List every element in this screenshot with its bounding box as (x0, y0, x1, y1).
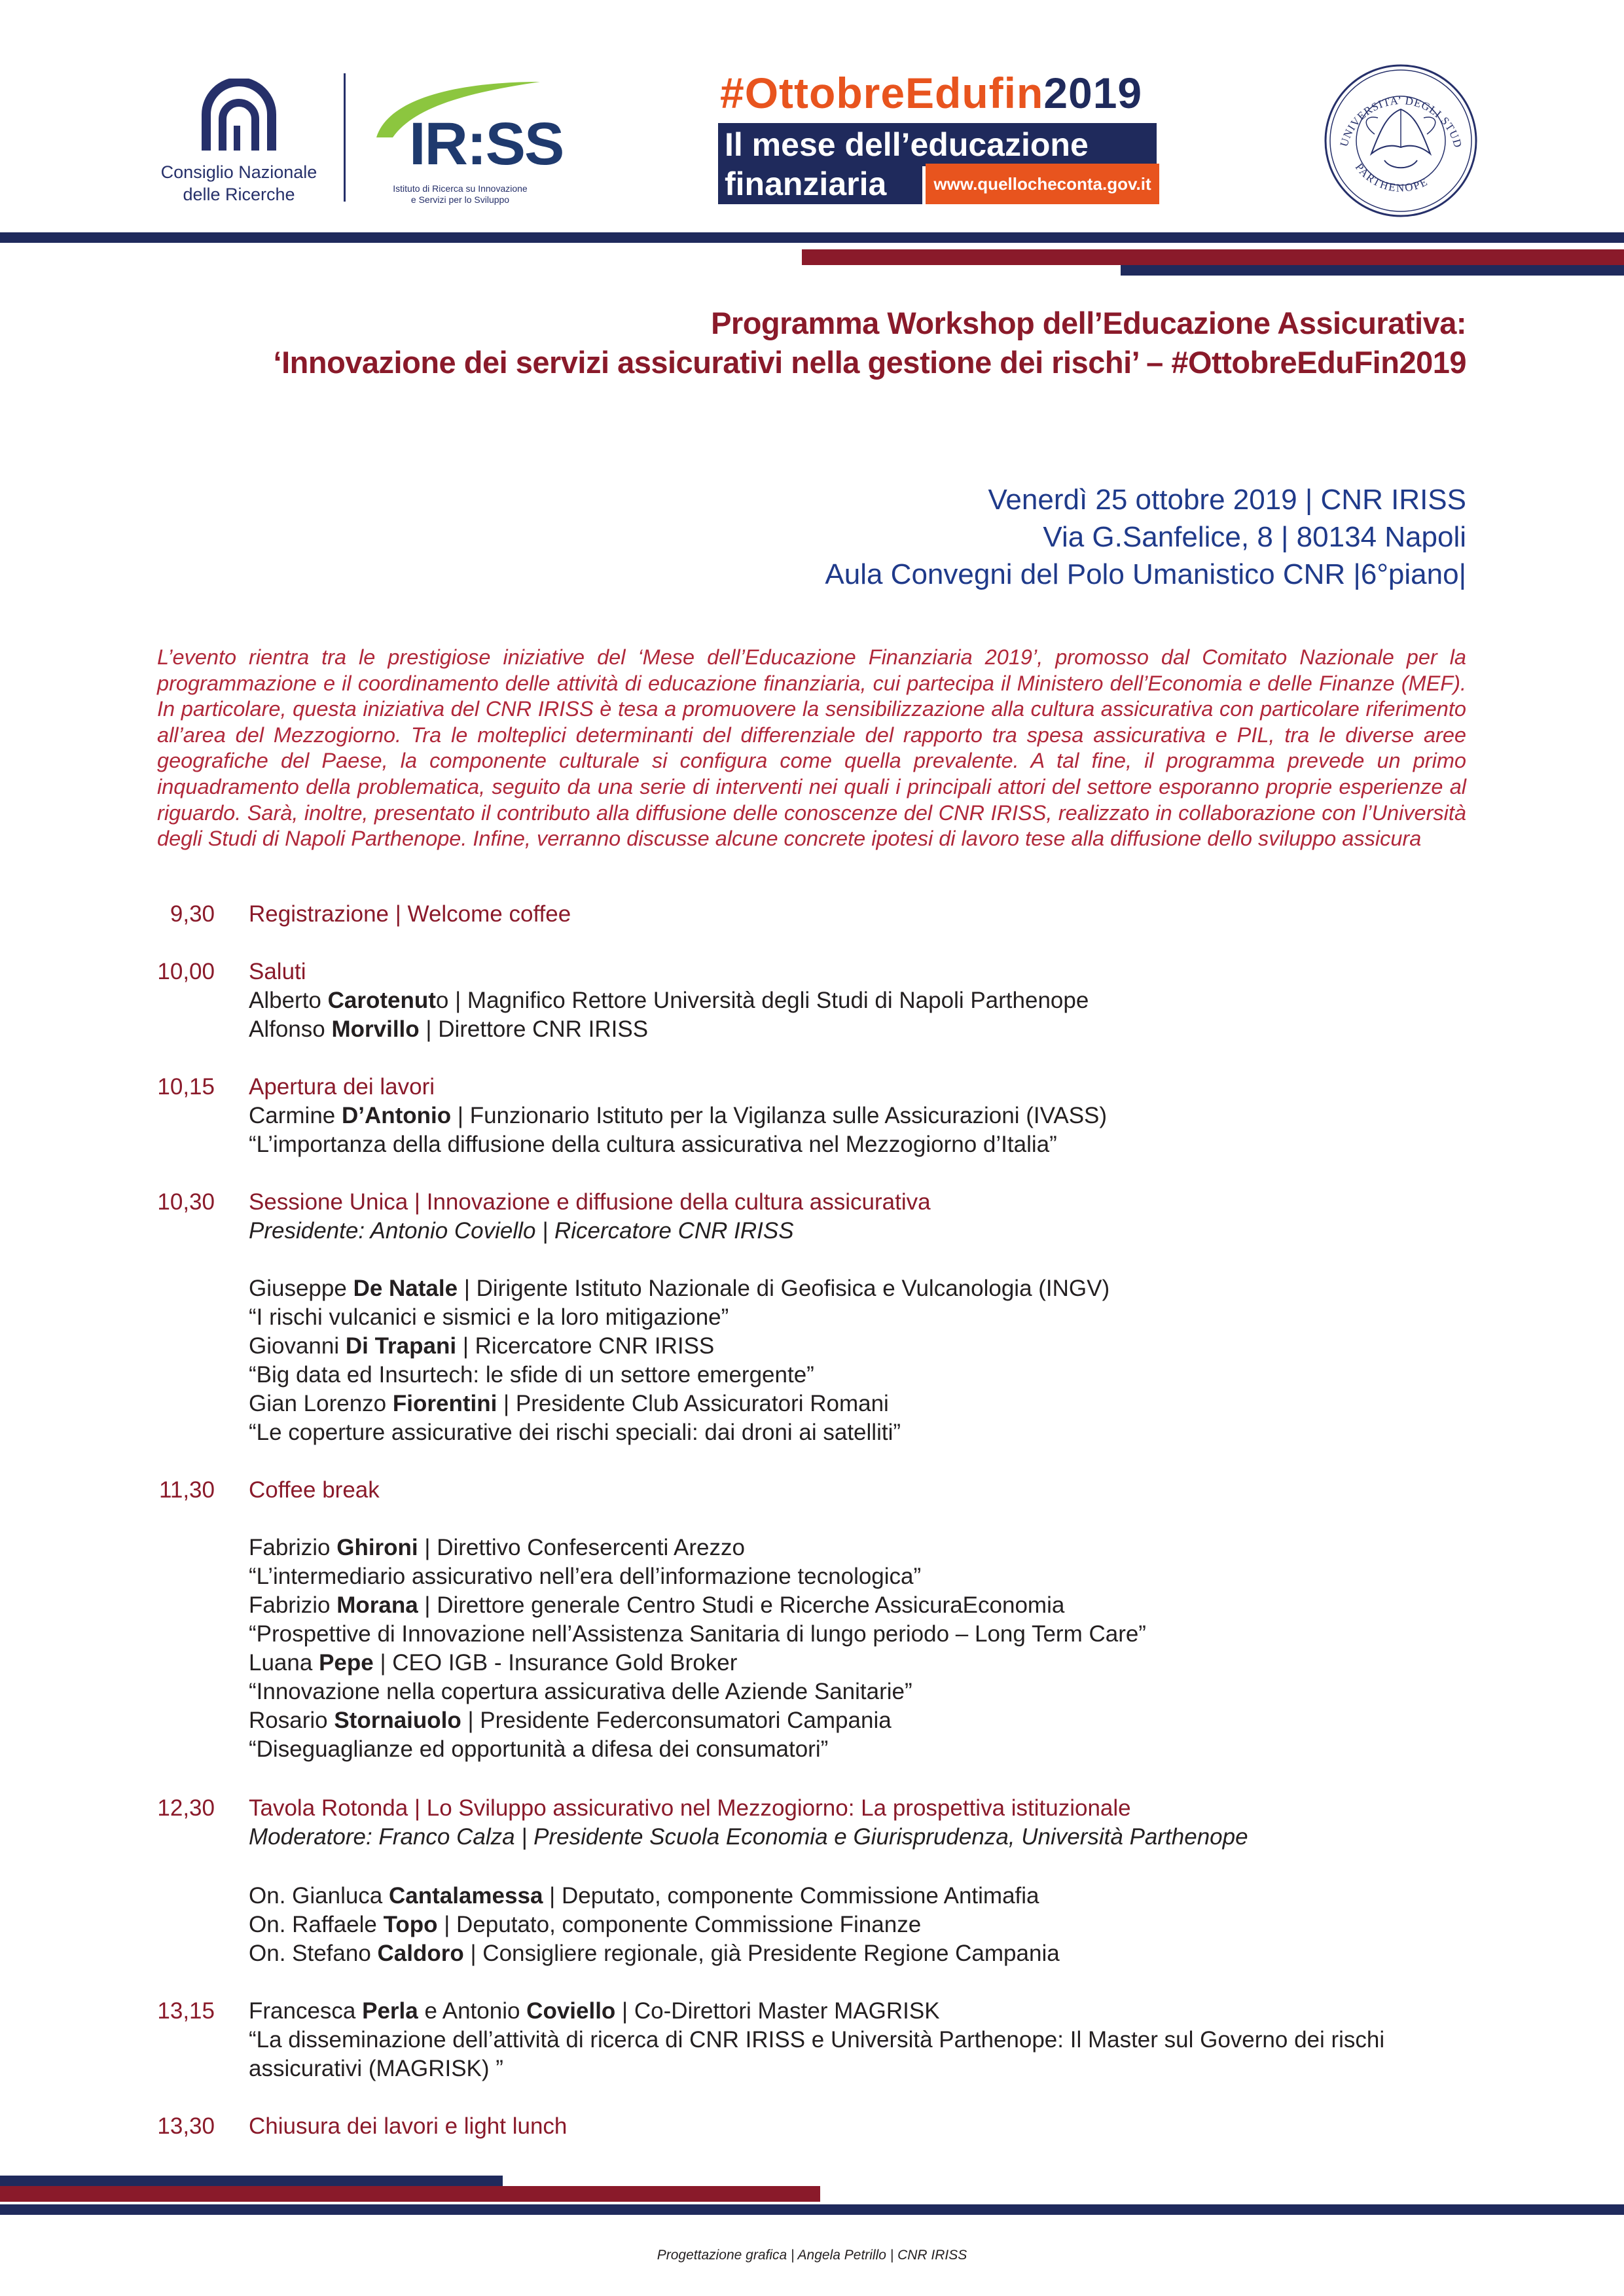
time-0930: 9,30 (170, 901, 215, 927)
speaker-role: | Consigliere regionale, già Presidente Regione Campania (463, 1941, 1060, 1966)
time-1230: 12,30 (157, 1795, 215, 1821)
edufin-hashtag (720, 68, 1142, 118)
talk-title-text: “L’importanza della diffusione della cultura assicurativa nel Mezzogiorno d’Italia” (249, 1132, 1057, 1157)
speaker-first-name: On. Stefano (249, 1941, 378, 1966)
talk-title (0, 1562, 1624, 1591)
talk-title-text: assicurativi (MAGRISK) ” (249, 2056, 503, 2081)
speaker-first-name: Alberto (249, 988, 328, 1013)
agenda-item-title: Tavola Rotonda | Lo Sviluppo assicurativo nel Mezzogiorno: La prospettiva istituzionale (249, 1795, 1131, 1821)
iriss-logo-text: IR:SS (409, 111, 564, 177)
talk-title-text: “Le coperture assicurative dei rischi speciali: dai droni ai satelliti” (249, 1420, 901, 1445)
venue-date: Venerdì 25 ottobre 2019 | CNR IRISS (988, 484, 1466, 516)
cnr-label-line2: delle Ricerche (183, 185, 295, 204)
iriss-sub-line2: e Servizi per lo Sviluppo (410, 194, 510, 205)
speaker-role: | Presidente Federconsumatori Campania (461, 1708, 892, 1733)
header-bar-maroon (802, 249, 1624, 265)
talk-title-text: “L’intermediario assicurativo nell’era dell’informazione tecnologica” (249, 1564, 922, 1589)
speaker-surname: Caldoro (377, 1941, 464, 1966)
venue-room: Aula Convegni del Polo Umanistico CNR |6°piano| (825, 558, 1466, 590)
speaker-line (0, 1332, 1624, 1361)
talk-title (0, 1361, 1624, 1390)
seal-text-top: UNIVERSITA’ DEGLI STUD (1337, 94, 1465, 150)
agenda-row-sessione (0, 1188, 1624, 1217)
page-title-line1: Programma Workshop dell’Educazione Assicurativa: (711, 306, 1466, 340)
speaker-surname: Ghironi (336, 1535, 418, 1560)
speaker-conjunction: e Antonio (418, 1998, 527, 2024)
speaker-surname: De Natale (353, 1276, 458, 1301)
session-chair (0, 1217, 1624, 1246)
time-1130: 11,30 (159, 1477, 215, 1503)
speaker-line (0, 1102, 1624, 1130)
speaker-first-name: Giovanni (249, 1333, 346, 1359)
speaker-first-name: Fabrizio (249, 1592, 337, 1618)
speaker-first-name: On. Raffaele (249, 1912, 384, 1937)
speaker-surname: Pepe (319, 1650, 374, 1676)
speaker-line (0, 1534, 1624, 1562)
speaker-first-name: Alfonso (249, 1016, 332, 1042)
page-title-line2: ‘Innovazione dei servizi assicurativi nella gestione dei rischi’ – #OttobreEduFin2019 (273, 345, 1466, 380)
parthenope-seal (1322, 62, 1479, 219)
agenda-row-master (0, 1997, 1624, 2026)
talk-title (0, 1677, 1624, 1706)
speaker-line (0, 1390, 1624, 1418)
logo-divider (344, 73, 346, 202)
talk-title-text: “La disseminazione dell’attività di ricerca di CNR IRISS e Università Parthenope: Il Master sul Governo dei rischi (249, 2027, 1385, 2053)
footer-credit: Progettazione grafica | Angela Petrillo | CNR IRISS (657, 2248, 967, 2263)
talk-title-text: “Big data ed Insurtech: le sfide di un settore emergente” (249, 1362, 814, 1388)
talk-title (0, 1620, 1624, 1649)
speaker-role: | Deputato, componente Commissione Finanze (437, 1912, 922, 1937)
talk-title-text: “Innovazione nella copertura assicurativa delle Aziende Sanitarie” (249, 1679, 912, 1704)
agenda-item-title: Saluti (249, 959, 306, 984)
speaker-first-name: On. Gianluca (249, 1883, 389, 1909)
edufin-url[interactable]: www.quellocheconta.gov.it (926, 164, 1159, 204)
agenda-item-title: Coffee break (249, 1477, 380, 1503)
agenda-row-saluti (0, 958, 1624, 986)
speaker-first-name: Giuseppe (249, 1276, 353, 1301)
agenda-item-title: Chiusura dei lavori e light lunch (249, 2113, 568, 2139)
footer-bar-navy (0, 2204, 1624, 2215)
speaker-line (0, 986, 1624, 1015)
speaker-role: | Co-Direttori Master MAGRISK (615, 1998, 940, 2024)
speaker-first-name: Luana (249, 1650, 319, 1676)
session-chair-text: Presidente: Antonio Coviello | Ricercatore CNR IRISS (249, 1218, 794, 1244)
time-1330: 13,30 (157, 2113, 215, 2139)
cnr-label-line1: Consiglio Nazionale (160, 162, 317, 182)
agenda-row-tavola (0, 1794, 1624, 1823)
talk-title (0, 1130, 1624, 1159)
speaker-line (0, 1706, 1624, 1735)
speaker-line (0, 1910, 1624, 1939)
edufin-year: 2019 (1043, 69, 1143, 117)
speaker-first-name: Carmine (249, 1103, 342, 1128)
svg-text:UNIVERSITA’ DEGLI STUDI DI NAP (1322, 62, 1464, 149)
talk-title (0, 1418, 1624, 1447)
talk-title-text: “I rischi vulcanici e sismici e la loro mitigazione” (249, 1304, 729, 1330)
speaker-role: | CEO IGB - Insurance Gold Broker (373, 1650, 738, 1676)
edufin-hashtag-text: #OttobreEdufin (720, 69, 1044, 117)
speaker-surname: D’Antonio (341, 1103, 452, 1128)
speaker-surname: Morana (336, 1592, 418, 1618)
speaker-surname: Morvillo (331, 1016, 420, 1042)
speaker-line (0, 1274, 1624, 1303)
iriss-sub-line1: Istituto di Ricerca su Innovazione (393, 183, 528, 194)
mese-banner: Il mese dell’educazione (718, 123, 1157, 166)
footer-bar-navy-short (0, 2176, 503, 2186)
time-1015: 10,15 (157, 1074, 215, 1100)
speaker-surname: Perla (362, 1998, 418, 2024)
speaker-surname: Di Trapani (345, 1333, 457, 1359)
agenda-row-coffee (0, 1476, 1624, 1505)
cnr-label (131, 161, 347, 206)
talk-title (0, 1735, 1624, 1764)
cnr-logo-icon (196, 79, 281, 156)
speaker-line (0, 1882, 1624, 1910)
speaker-role: | Direttivo Confesercenti Arezzo (418, 1535, 745, 1560)
agenda-row-apertura (0, 1073, 1624, 1102)
header-bar-navy (0, 232, 1624, 243)
speaker-role: | Funzionario Istituto per la Vigilanza sulle Assicurazioni (IVASS) (451, 1103, 1108, 1128)
finanziaria-banner: finanziaria (718, 164, 922, 204)
speaker-role: o | Magnifico Rettore Università degli Studi di Napoli Parthenope (435, 988, 1089, 1013)
moderator-text: Moderatore: Franco Calza | Presidente Scuola Economia e Giurisprudenza, Università Parthenope (249, 1824, 1248, 1850)
speaker-role: | Deputato, componente Commissione Antimafia (543, 1883, 1039, 1909)
agenda-item-title: Apertura dei lavori (249, 1074, 435, 1100)
speaker-role: | Presidente Club Assicuratori Romani (497, 1391, 889, 1416)
venue-info (825, 481, 1466, 593)
agenda-item-title: Sessione Unica | Innovazione e diffusione della cultura assicurativa (249, 1189, 931, 1215)
parthenope-seal-icon (1322, 62, 1479, 219)
footer-bar-maroon (0, 2186, 820, 2202)
speaker-surname: Stornaiuolo (334, 1708, 461, 1733)
speaker-line (0, 1015, 1624, 1044)
cnr-logo (196, 79, 281, 156)
speaker-role: | Dirigente Istituto Nazionale di Geofisica e Vulcanologia (INGV) (458, 1276, 1110, 1301)
intro-paragraph: L’evento rientra tra le prestigiose iniziative del ‘Mese dell’Educazione Finanziaria 2019’, promosso dal Comitato Nazionale per la programmazione e il coordinamento delle attività di educazione finanziaria, cui partecipa il Ministero dell’Economia e delle Finanze (MEF). In particolare, questa iniziativa del CNR IRISS è tesa a promuovere la sensibilizzazione alla cultura assicurativa con particolare riferimento all’area del Mezzogiorno. Tra le molteplici determinanti del differenziale del rapporto tra spesa assicurativa e PIL, tra le diverse aree geografiche del Paese, la componente culturale si configura come quella prevalente. A tal fine, il programma prevede un primo inquadramento della problematica, seguito da una serie di interventi nei quali i principali attori del settore esporanno proprie esperienze al riguardo. Sarà, inoltre, presentato il contributo alla diffusione delle conoscenze del CNR IRISS, realizzato in collaborazione con l’Università degli Studi di Napoli Parthenope. Infine, verranno discusse alcune concrete ipotesi di lavoro tese alla diffusione dello sviluppo assicura (157, 645, 1466, 851)
speaker-first-name: Gian Lorenzo (249, 1391, 393, 1416)
speaker-line (0, 1591, 1624, 1620)
time-1315: 13,15 (157, 1998, 215, 2024)
speaker-surname: Topo (383, 1912, 438, 1937)
speaker-role: | Direttore generale Centro Studi e Ricerche AssicuraEconomia (418, 1592, 1065, 1618)
talk-title-text: “Diseguaglianze ed opportunità a difesa dei consumatori” (249, 1736, 829, 1762)
talk-title (0, 2026, 1624, 2054)
talk-title-text: “Prospettive di Innovazione nell’Assistenza Sanitaria di lungo periodo – Long Term Care” (249, 1621, 1146, 1647)
seal-text-bottom: PARTHENOPE (1352, 161, 1431, 194)
talk-title (0, 2054, 1624, 2083)
venue-address: Via G.Sanfelice, 8 | 80134 Napoli (1043, 521, 1466, 553)
agenda-item-title: Registrazione | Welcome coffee (249, 901, 571, 927)
speaker-line (0, 1649, 1624, 1677)
agenda-row-registrazione (0, 900, 1624, 929)
speaker-role: | Direttore CNR IRISS (419, 1016, 649, 1042)
time-1030: 10,30 (157, 1189, 215, 1215)
speaker-surname: Coviello (526, 1998, 616, 2024)
speaker-first-name: Francesca (249, 1998, 363, 2024)
speaker-role: | Ricercatore CNR IRISS (456, 1333, 715, 1359)
page-title (274, 304, 1466, 382)
time-1000: 10,00 (157, 959, 215, 984)
speaker-first-name: Rosario (249, 1708, 334, 1733)
speaker-line (0, 1939, 1624, 1968)
moderator (0, 1823, 1624, 1852)
agenda-row-chiusura (0, 2112, 1624, 2141)
iriss-subtitle (378, 183, 542, 206)
talk-title (0, 1303, 1624, 1332)
speaker-surname: Cantalamessa (389, 1883, 543, 1909)
speaker-surname: Fiorentini (392, 1391, 497, 1416)
header-bar-navy-short (1121, 265, 1624, 276)
speaker-surname: Carotenut (327, 988, 436, 1013)
speaker-first-name: Fabrizio (249, 1535, 337, 1560)
